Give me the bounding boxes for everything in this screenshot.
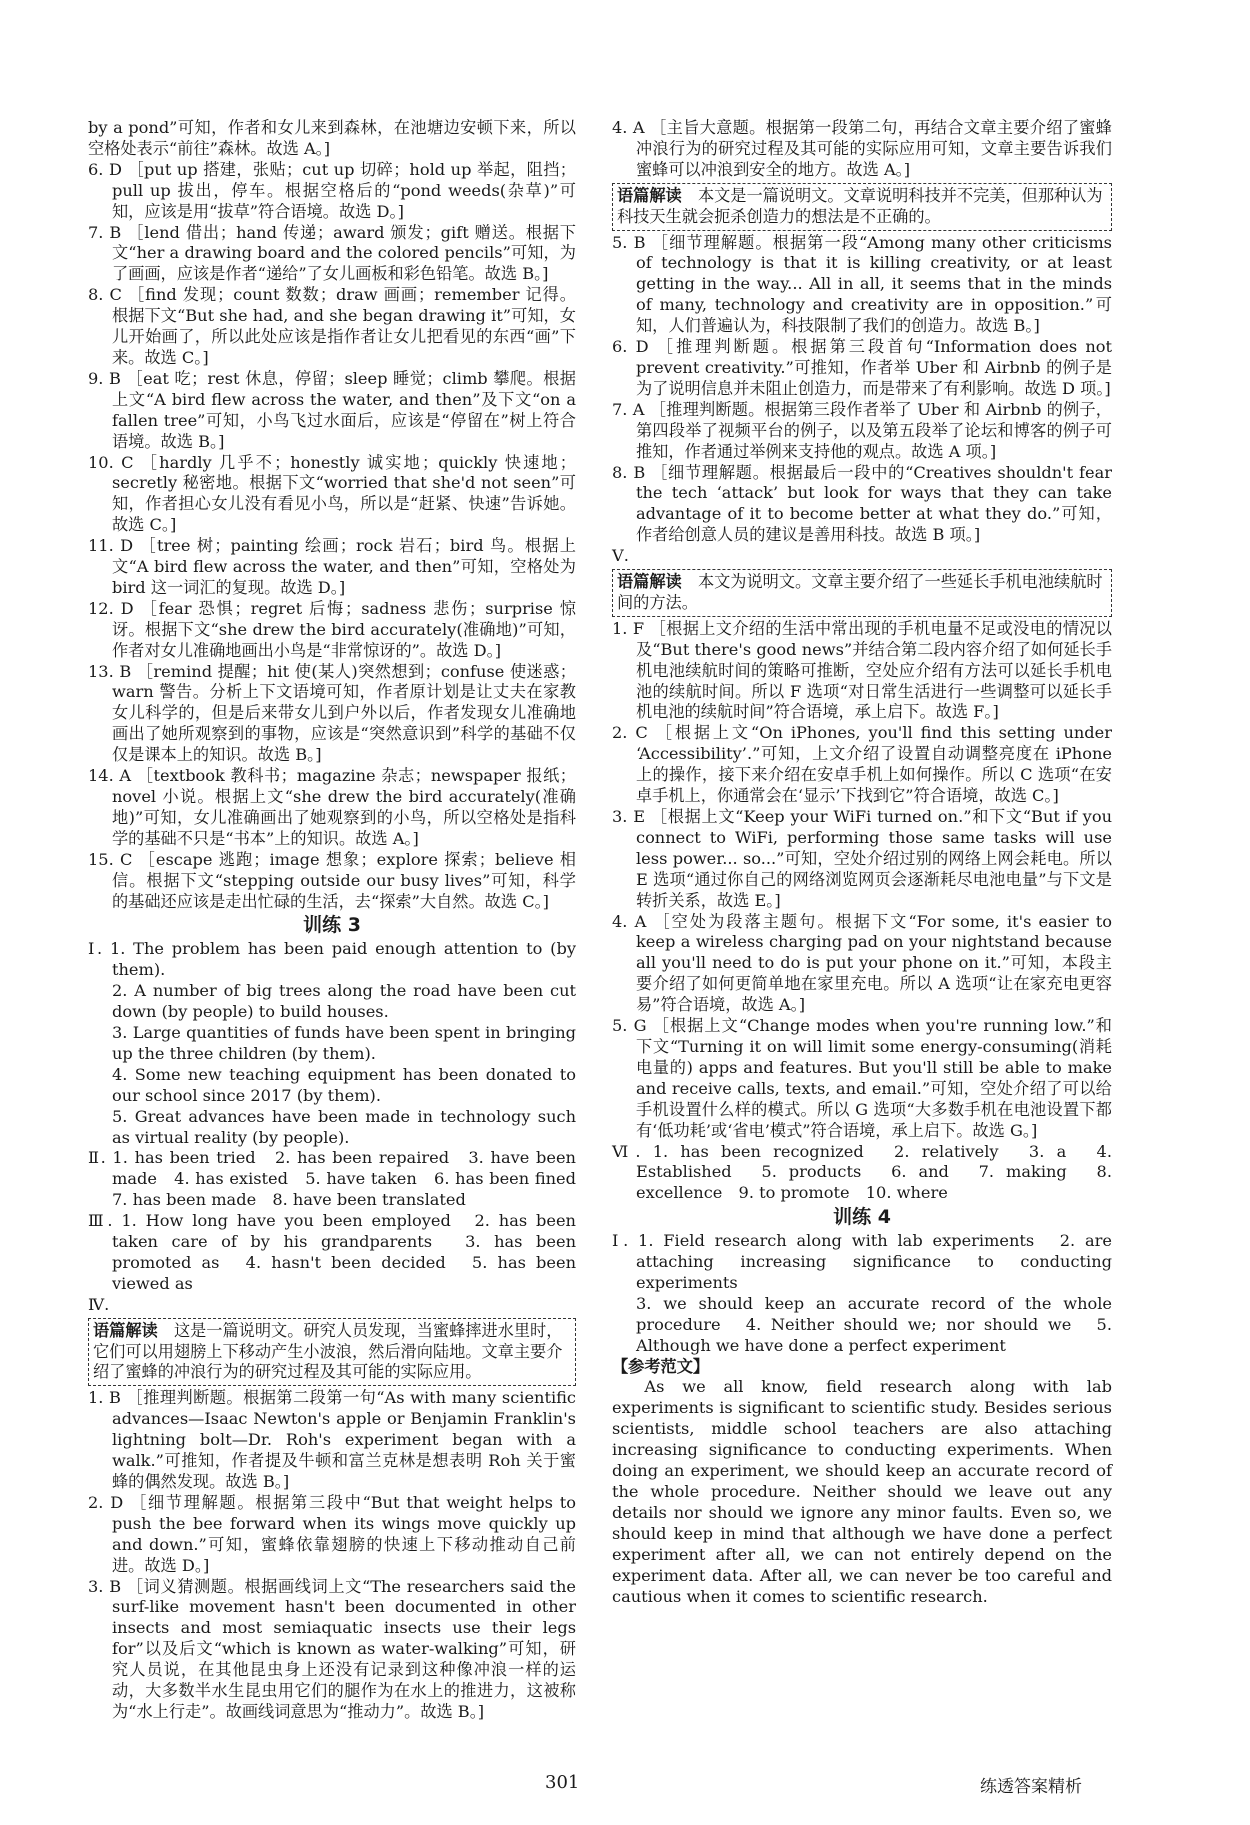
roman-section-answers: Ⅱ. 1. has been tried 2. has been repaired 3. have been made 4. has existed 5. have taken 6. has been fined 7. has been made 8. have been translated [88, 1148, 593, 1210]
sub-answer: 5. Great advances have been made in technology such as virtual reality (by people). [112, 1106, 576, 1147]
answer-item: 5. G ［根据上文“Change modes when you're running low.”和下文“Turning it on will limit some energy-consuming(消耗电量的) apps and features. But you'll still be able to make and receive calls, texts, and email.”可知，空处介绍了可以给手机设置什么样的模式。所以 G 选项“大多数手机在电池设置下都有‘低功耗’或‘省电’模式”符合语境，承上启下。故选 G。] [612, 1016, 1112, 1140]
reference-essay-label: 【参考范文】 [612, 1356, 710, 1376]
roman-section-answers: Ⅰ. 1. The problem has been paid enough attention to (by them). [88, 939, 576, 980]
answer-item: 6. D ［推理判断题。根据第三段首句“Information does not prevent creativity.”可推知，作者举 Uber 和 Airbnb 的例子是为了说明信息并未阻止创造力，而是带来了有利影响。故选 D 项。] [612, 337, 1112, 398]
answer-item: 4. A ［主旨大意题。根据第一段第二句，再结合文章主要介绍了蜜蜂冲浪行为的研究过程及其可能的实际应用可知，文章主要告诉我们蜜蜂可以冲浪到安全的地方。故选 A。] [612, 118, 1112, 179]
answer-item: 3. B ［词义猜测题。根据画线词上文“The researchers said the surf-like movement hasn't been documented in other insects and most semiaquatic insects use their legs for”以及后文“which is known as water-walking”可知，研究人员说，在其他昆虫身上还没有记录到这种像冲浪一样的运动，大多数半水生昆虫用它们的腿作为在水上的推进力，这被称为“水上行走”。故画线词意思为“推动力”。故选 B。] [88, 1576, 576, 1721]
passage-summary-tag: 语篇解读 [617, 572, 682, 592]
training-heading: 训练 3 [303, 914, 361, 937]
roman-section-answers: Ⅳ. [88, 1294, 110, 1314]
answer-item: 15. C ［escape 逃跑；image 想象；explore 探索；believe 相信。根据下文“stepping outside our busy lives”可知，科学的基础还应该是走出忙碌的生活，去“探索”大自然。故选 C。] [88, 849, 576, 911]
passage-summary-text: 本文是一篇说明文。文章说明科技并不完美，但那种认为科技天生就会扼杀创造力的想法是不正确的。 [617, 185, 1103, 226]
answer-item: 8. C ［find 发现；count 数数；draw 画画；remember 记得。根据下文“But she had, and she began drawing it”可知，女儿开始画了，所以此处应该是指作者让女儿把看见的东西“画”下来。故选 C。] [88, 285, 576, 367]
answer-item: 13. B ［remind 提醒；hit 使(某人)突然想到；confuse 使迷惑；warn 警告。分析上下文语境可知，作者原计划是让丈夫在家教女儿科学的，但是后来带女儿到户外以后，作者发现女儿准确地画出了她所观察到的事物，应该是“突然意识到”科学的基础不仅仅是课本上的知识。故选 B。] [88, 661, 576, 765]
answer-item: 2. C ［根据上文“On iPhones, you'll find this setting under ‘Accessibility’.”可知，上文介绍了设置自动调整亮度在 iPhone 上的操作，接下来介绍在安卓手机上如何操作。所以 C 选项“在安卓手机上，你通常会在‘显示’下找到它”符合语境，故选 C。] [612, 723, 1112, 806]
passage-summary-box [612, 569, 1112, 617]
answer-item: 2. D ［细节理解题。根据第三段中“But that weight helps to push the bee forward when its wings move quickly up and down.”可知，蜜蜂依靠翅膀的快速上下移动推动自己前进。故选 D。] [88, 1492, 576, 1575]
passage-summary-tag: 语篇解读 [93, 1320, 158, 1340]
passage-summary-box [88, 1318, 576, 1387]
passage-summary-tag: 语篇解读 [617, 185, 682, 205]
answer-item: 8. B ［细节理解题。根据最后一段中的“Creatives shouldn't fear the tech ‘attack’ but look for ways that they can take advantage of it to become better at what they do.”可知，作者给创意人员的建议是善用科技。故选 B 项。] [612, 462, 1112, 545]
answer-item: 7. A ［推理判断题。根据第三段作者举了 Uber 和 Airbnb 的例子，第四段举了视频平台的例子，以及第五段举了论坛和博客的例子可推知，作者通过举例来支持他的观点。故选 A 项。] [612, 399, 1112, 461]
left-column [88, 118, 593, 1723]
sub-answer: 3. we should keep an accurate record of the whole procedure 4. Neither should we; nor should we 5. Although we have done a perfect experiment [636, 1293, 1112, 1355]
roman-section-answers: Ⅰ. 1. Field research along with lab experiments 2. are attaching increasing significance to conducting experiments [612, 1231, 1112, 1292]
sub-answer: 2. A number of big trees along the road have been cut down (by people) to build houses. [112, 981, 576, 1022]
section-title: 练透答案精析 [980, 1777, 1082, 1797]
sub-answer: 3. Large quantities of funds have been spent in bringing up the three children (by them). [112, 1022, 576, 1063]
answer-item: 5. B ［细节理解题。根据第一段“Among many other criticisms of technology is that it is killing creativity, or at least getting in the way... All in all, it seems that in the minds of many, technology and creativity are in opposition.”可知，人们普遍认为，科技限制了我们的创造力。故选 B。] [612, 232, 1112, 336]
reference-essay: As we all know, field research along with lab experiments is significant to scientific study. Besides serious scientists, middle school teachers are also attaching increasing significance to conducting experiments. When doing an experiment, we should keep an accurate record of the whole procedure. Neither should we leave out any details nor should we ignore any minor faults. Even so, we should keep in mind that although we have done a perfect experiment after all, we can not entirely depend on the experiment data. After all, we can never be too careful and cautious when it comes to scientific research. [612, 1377, 1112, 1606]
answer-item: 11. D ［tree 树；painting 绘画；rock 岩石；bird 鸟。根据上文“A bird flew across the water, and then”可知，空格处为 bird 这一词汇的复现。故选 D。] [88, 536, 576, 597]
answer-item: 6. D ［put up 搭建，张贴；cut up 切碎；hold up 举起，阻挡；pull up 拔出，停车。根据空格后的“pond weeds(杂草)”可知，应该是用“拔草”符合语境。故选 D。] [88, 159, 576, 221]
answer-item: 9. B ［eat 吃；rest 休息，停留；sleep 睡觉；climb 攀爬。根据上文“A bird flew across the water, and then”及下文“on a fallen tree”可知，小鸟飞过水面后，应该是“停留在”树上符合语境。故选 B。] [88, 368, 576, 451]
answer-continuation: by a pond”可知，作者和女儿来到森林，在池塘边安顿下来，所以空格处表示“前往”森林。故选 A。] [88, 118, 576, 158]
passage-summary-text: 这是一篇说明文。研究人员发现，当蜜蜂摔进水里时，它们可以用翅膀上下移动产生小波浪，然后滑向陆地。文章主要介绍了蜜蜂的冲浪行为的研究过程及其可能的实际应用。 [93, 1320, 563, 1382]
right-column [612, 118, 1112, 1607]
answer-item: 10. C ［hardly 几乎不；honestly 诚实地；quickly 快速地；secretly 秘密地。根据下文“worried that she'd not seen”可知，作者担心女儿没有看见小鸟，所以是“赶紧、快速”告诉她。故选 C。] [88, 452, 576, 535]
answer-item: 14. A ［textbook 教科书；magazine 杂志；newspaper 报纸；novel 小说。根据上文“she drew the bird accurately(准确地)”可知，女儿准确画出了她观察到的小鸟，所以空格处是指科学的基础不只是“书本”上的知识。故选 A。] [88, 766, 576, 848]
page-number: 301 [545, 1772, 580, 1793]
answer-item: 1. F ［根据上文介绍的生活中常出现的手机电量不足或没电的情况以及“But there's good news”并结合第二段内容介绍了如何延长手机电池续航时间的策略可推断，空处应介绍有方法可以延长手机电池的续航时间。所以 F 选项“对日常生活进行一些调整可以延长手机电池的续航时间”符合语境，承上启下。故选 F。] [612, 618, 1112, 722]
roman-section-answers: Ⅴ. [612, 546, 629, 566]
roman-section-answers: Ⅲ. 1. How long have you been employed 2. has been taken care of by his grandparents 3. has been promoted as 4. hasn't been decided 5. has been viewed as [88, 1211, 576, 1293]
answer-item: 1. B ［推理判断题。根据第二段第一句“As with many scientific advances—Isaac Newton's apple or Benjamin Franklin's lightning bolt—Dr. Roh's experiment began with a walk.”可推知，作者提及牛顿和富兰克林是想表明 Roh 关于蜜蜂的偶然发现。故选 B。] [88, 1388, 576, 1491]
passage-summary-box [612, 183, 1112, 231]
answer-item: 12. D ［fear 恐惧；regret 后悔；sadness 悲伤；surprise 惊讶。根据下文“she drew the bird accurately(准确地)”可知，作者对女儿准确地画出小鸟是“非常惊讶的”。故选 D。] [88, 598, 576, 660]
sub-answer: 4. Some new teaching equipment has been donated to our school since 2017 (by them). [112, 1064, 576, 1105]
training-heading: 训练 4 [833, 1206, 891, 1229]
answer-item: 4. A ［空处为段落主题句。根据下文“For some, it's easier to keep a wireless charging pad on your nightstand because all you'll need to do is put your phone on it.”可知，本段主要介绍了如何更简单地在家里充电。所以 A 选项“让在家充电更容易”符合语境，故选 A。] [612, 911, 1112, 1015]
answer-item: 3. E ［根据上文“Keep your WiFi turned on.”和下文“But if you connect to WiFi, performing those same tasks will use less power... so...”可知，空处介绍过别的网络上网会耗电。所以 E 选项“通过你自己的网络浏览网页会逐渐耗尽电池电量”与下文是转折关系，故选 E。] [612, 807, 1112, 910]
passage-summary-text: 本文为说明文。文章主要介绍了一些延长手机电池续航时间的方法。 [617, 572, 1103, 612]
answer-item: 7. B ［lend 借出；hand 传递；award 颁发；gift 赠送。根据下文“her a drawing board and the colored pencils”可知，为了画画，应该是作者“递给”了女儿画板和彩色铅笔。故选 B。] [88, 222, 576, 284]
roman-section-answers: Ⅵ. 1. has been recognized 2. relatively 3. a 4. Established 5. products 6. and 7. making 8. excellence 9. to promote 10. where [612, 1141, 1112, 1203]
